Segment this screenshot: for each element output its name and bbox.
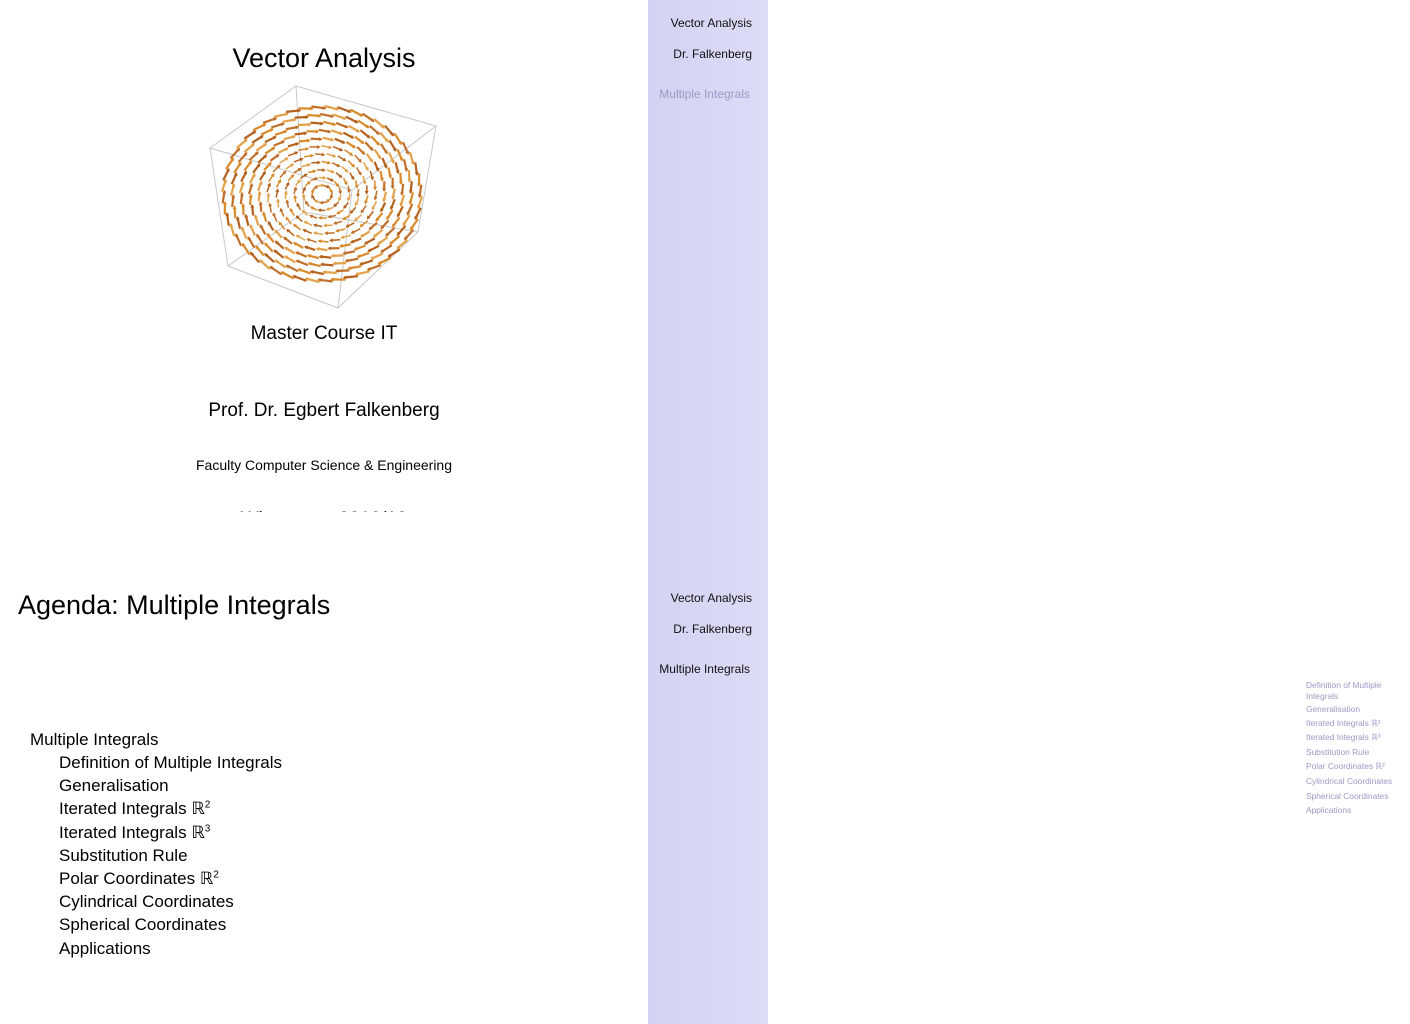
field-arrow	[393, 217, 400, 226]
field-arrow	[241, 172, 246, 182]
sidebar-subsection-9[interactable]: Applications	[1306, 805, 1352, 815]
field-arrow	[261, 129, 273, 134]
field-arrow	[368, 246, 379, 251]
toc-item[interactable]	[59, 939, 151, 959]
field-arrow	[380, 133, 388, 142]
field-arrow	[363, 114, 374, 122]
field-arrow	[361, 231, 370, 236]
field-arrow	[411, 219, 418, 230]
field-arrow	[265, 243, 273, 252]
toc-item[interactable]	[59, 753, 282, 773]
field-arrow	[371, 254, 383, 259]
toc-item-exponent: 3	[204, 822, 211, 834]
toc-item-text: Spherical Coordinates	[59, 915, 227, 935]
field-arrow	[258, 155, 266, 162]
sidebar	[648, 512, 1393, 1024]
sidebar-subsection-8[interactable]: Spherical Coordinates	[1306, 791, 1389, 801]
sidebar-subsection-4[interactable]: Iterated Integrals ℝ³	[1306, 732, 1381, 742]
sidebar-author[interactable]: Dr. Falkenberg	[673, 622, 752, 636]
toc-item-text: Substitution Rule	[59, 845, 188, 865]
field-arrow	[244, 162, 251, 171]
field-arrow	[237, 140, 247, 149]
sidebar-section-link[interactable]: Multiple Integrals	[659, 87, 750, 101]
field-arrow	[376, 213, 382, 221]
field-arrow	[343, 133, 353, 138]
field-arrow	[234, 163, 241, 173]
field-arrow	[282, 272, 294, 278]
field-arrow	[244, 131, 255, 138]
toc-item[interactable]	[59, 846, 188, 866]
field-arrow	[387, 210, 393, 219]
field-arrow	[226, 159, 233, 170]
agenda-title: Agenda: Multiple Integrals	[18, 590, 331, 620]
field-arrow	[280, 158, 288, 163]
sidebar-course-title[interactable]: Vector Analysis	[670, 591, 752, 605]
field-arrow	[415, 208, 421, 219]
field-arrow	[397, 226, 405, 235]
field-arrow	[276, 241, 284, 248]
toc-item[interactable]	[59, 892, 234, 912]
field-arrow	[385, 126, 393, 136]
sidebar-course-title[interactable]: Vector Analysis	[670, 16, 752, 30]
field-arrow	[260, 172, 265, 180]
title-slide	[0, 0, 768, 512]
field-arrow	[336, 123, 347, 128]
field-arrow	[232, 173, 237, 184]
vector-field-illustration	[204, 82, 440, 310]
field-arrow	[295, 117, 308, 118]
field-arrow	[275, 230, 282, 238]
field-arrow	[252, 136, 263, 143]
presentation-subtitle: Master Course IT	[250, 323, 398, 344]
field-arrow	[390, 236, 400, 244]
field-arrow	[265, 137, 276, 142]
field-arrow	[274, 250, 283, 257]
toc-item[interactable]	[59, 869, 219, 889]
field-arrow	[370, 126, 379, 134]
field-arrow	[355, 137, 364, 144]
field-arrow	[408, 204, 413, 215]
field-arrow	[256, 246, 264, 255]
field-arrow	[253, 124, 265, 130]
field-arrow	[298, 125, 310, 126]
field-arrow	[358, 121, 368, 128]
field-arrow	[381, 144, 387, 154]
toc-item-text: Definition of Multiple Integrals	[59, 753, 283, 772]
sidebar	[648, 0, 768, 512]
field-arrow	[374, 119, 384, 128]
field-arrow	[360, 130, 369, 137]
field-arrow	[251, 253, 259, 263]
toc-item-text: Applications	[59, 938, 151, 958]
field-arrow	[375, 150, 381, 159]
toc-item-text: Iterated Integrals	[59, 822, 192, 842]
field-arrow	[371, 136, 379, 145]
field-arrow	[248, 237, 254, 247]
field-arrow	[256, 144, 266, 151]
field-arrow	[250, 152, 258, 160]
field-arrow	[365, 142, 372, 150]
field-arrow	[253, 164, 260, 173]
field-arrow	[334, 263, 346, 264]
field-arrow	[265, 148, 274, 154]
author-name: Prof. Dr. Egbert Falkenberg	[208, 400, 440, 421]
toc-item[interactable]	[59, 799, 210, 819]
field-arrow	[270, 267, 281, 275]
toc-item-text: Polar Coordinates	[59, 869, 200, 888]
field-arrow	[275, 260, 285, 267]
field-arrow	[338, 107, 351, 112]
sidebar-section-active[interactable]: Multiple Integrals	[659, 662, 750, 676]
toc-item-exponent: 2	[213, 869, 219, 881]
agenda-slide	[0, 512, 1393, 1024]
toc-item[interactable]	[59, 776, 169, 796]
field-arrow	[270, 155, 278, 161]
field-arrow	[345, 150, 353, 156]
field-arrow	[381, 245, 392, 252]
toc-item[interactable]	[59, 915, 226, 935]
toc-item-math: ℝ	[191, 799, 205, 820]
field-arrow	[260, 260, 270, 269]
field-arrow	[346, 142, 355, 148]
field-arrow	[265, 254, 274, 262]
toc-item-text: Cylindrical Coordinates	[59, 892, 234, 912]
toc-section[interactable]: Multiple Integrals	[30, 730, 159, 749]
field-arrow	[398, 206, 403, 216]
sidebar-subsection-3[interactable]: Iterated Integrals ℝ²	[1306, 718, 1381, 728]
sidebar-subsection-5[interactable]: Substitution Rule	[1306, 747, 1370, 757]
sidebar-subsection-6[interactable]: Polar Coordinates ℝ²	[1306, 761, 1385, 771]
field-arrow	[349, 126, 359, 132]
field-arrow	[374, 230, 383, 237]
field-arrow	[367, 154, 373, 162]
field-arrow	[284, 237, 292, 243]
field-arrow	[361, 221, 368, 227]
field-arrow	[390, 140, 396, 150]
field-arrow	[285, 256, 295, 262]
field-arrow	[365, 238, 375, 243]
sidebar-subsection-1[interactable]: Definition of Multiple Integrals	[1306, 680, 1382, 701]
field-arrow	[294, 276, 307, 281]
toc-item[interactable]	[59, 823, 210, 843]
field-arrow	[263, 118, 276, 123]
field-arrow	[395, 133, 402, 144]
field-arrow	[239, 153, 247, 162]
vector-field-arrows	[222, 106, 422, 282]
field-arrow	[350, 110, 362, 116]
field-arrow	[297, 261, 308, 266]
field-arrow	[336, 270, 349, 271]
field-arrow	[378, 237, 388, 244]
field-arrow	[245, 144, 255, 152]
sidebar-author[interactable]: Dr. Falkenberg	[673, 47, 752, 61]
toc-item-exponent: 2	[204, 799, 211, 811]
field-arrow	[346, 117, 358, 123]
field-arrow	[236, 234, 241, 246]
sidebar-subsection-7[interactable]: Cylindrical Coordinates	[1306, 776, 1393, 786]
field-arrow	[223, 169, 229, 180]
presentation-title: Vector Analysis	[232, 43, 416, 73]
field-arrow	[287, 266, 299, 272]
toc-item-text: Iterated Integrals	[59, 799, 192, 819]
field-arrow	[381, 220, 388, 228]
institute-name: Faculty Computer Science & Engineering	[195, 457, 453, 473]
toc-item-math: ℝ	[199, 869, 214, 889]
field-arrow	[403, 215, 410, 225]
toc-item-math: ℝ	[191, 822, 205, 843]
sidebar-subsection-2[interactable]: Generalisation	[1306, 704, 1361, 714]
field-arrow	[389, 249, 400, 256]
field-arrow	[386, 228, 394, 236]
field-arrow	[286, 248, 295, 254]
toc-item-text: Generalisation	[59, 776, 169, 796]
